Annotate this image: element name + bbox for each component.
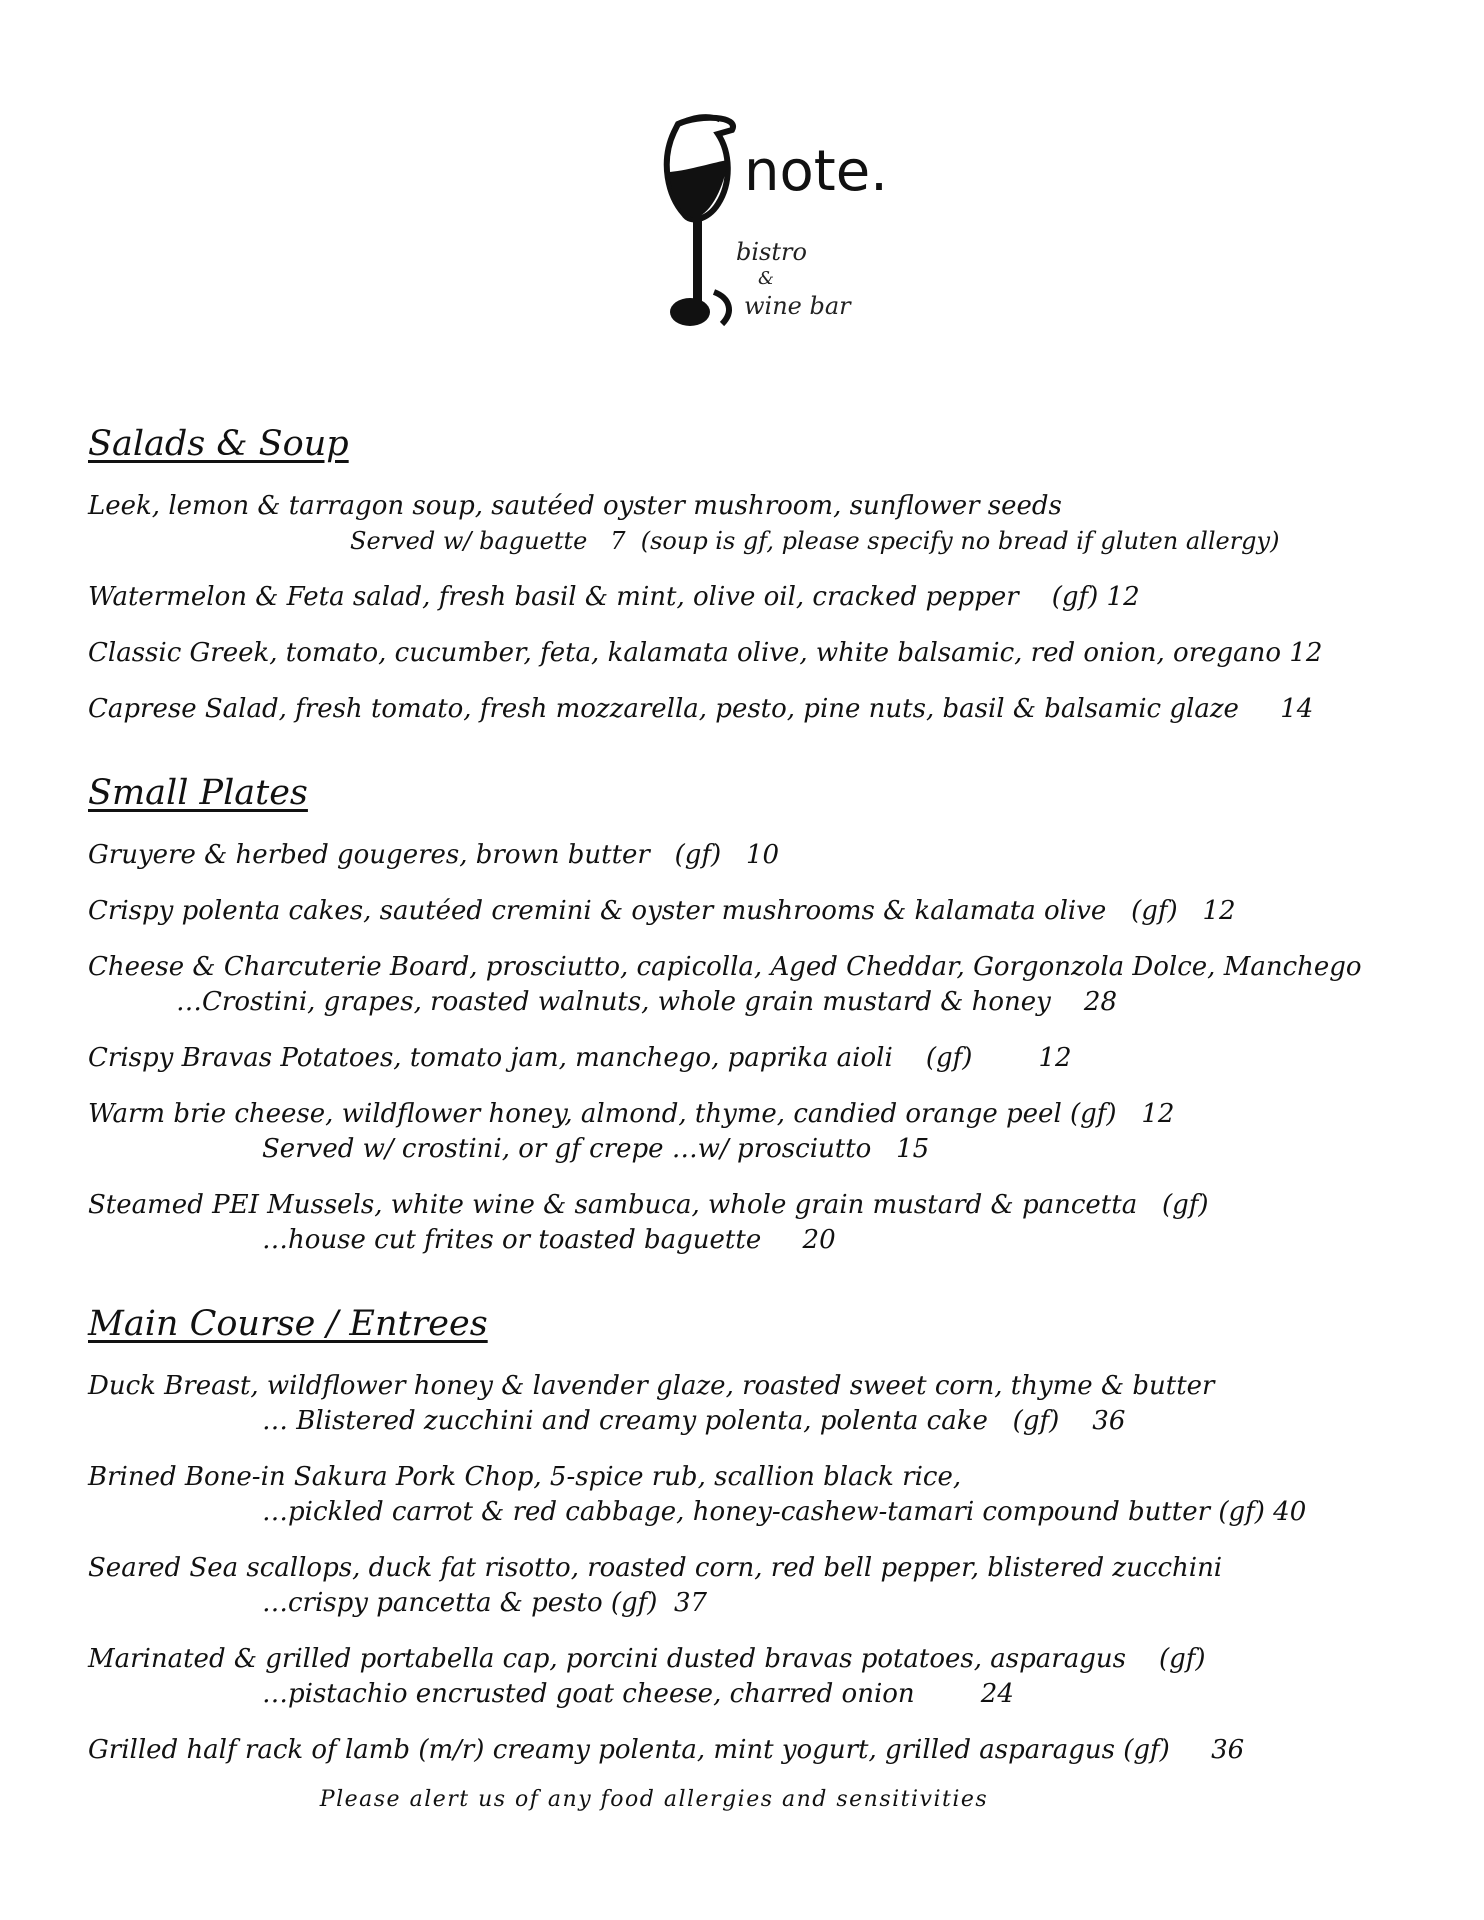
menu-item-line: Warm brie cheese, wildflower honey, almond, thyme, candied orange peel (gf) 12 (88, 1099, 1175, 1129)
menu-item (88, 838, 1428, 873)
menu-item (88, 1041, 1428, 1076)
logo-wordmark: note. (744, 139, 888, 204)
note-flag (714, 292, 729, 324)
menu-item (88, 1369, 1428, 1439)
menu-item (88, 894, 1428, 929)
menu-item-detail: …Crostini, grapes, roasted walnuts, whole grain mustard & honey 28 (176, 987, 1118, 1017)
menu-item (88, 950, 1428, 1020)
menu-item (88, 1733, 1428, 1768)
restaurant-logo (660, 112, 920, 340)
menu-item-line: Brined Bone-in Sakura Pork Chop, 5-spice rub, scallion black rice, (88, 1462, 962, 1492)
section-title-mains: Main Course / Entrees (88, 1304, 488, 1344)
menu-item (88, 1097, 1428, 1167)
menu-item-line: Duck Breast, wildflower honey & lavender glaze, roasted sweet corn, thyme & butter (88, 1371, 1215, 1401)
menu-item (88, 489, 1428, 559)
menu-item-detail: …crispy pancetta & pesto (gf) 37 (262, 1588, 708, 1618)
menu-item-detail: Served w/ crostini, or gf crepe …w/ prosciutto 15 (262, 1134, 930, 1164)
menu-item (88, 636, 1428, 671)
allergy-notice: Please alert us of any food allergies and sensitivities (319, 1787, 989, 1812)
menu-item-detail: …house cut frites or toasted baguette 20 (262, 1225, 836, 1255)
menu-item-detail: …pistachio encrusted goat cheese, charred onion 24 (262, 1679, 1014, 1709)
menu-item-detail: … Blistered zucchini and creamy polenta, polenta cake (gf) 36 (262, 1406, 1126, 1436)
menu-item-line: Caprese Salad, fresh tomato, fresh mozzarella, pesto, pine nuts, basil & balsamic glaze 14 (88, 694, 1314, 724)
menu-item-line: Classic Greek, tomato, cucumber, feta, kalamata olive, white balsamic, red onion, oregano 12 (88, 638, 1323, 668)
menu-item-line: Steamed PEI Mussels, white wine & sambuca, whole grain mustard & pancetta (gf) (88, 1190, 1209, 1220)
logo-tagline-bistro: bistro (736, 238, 807, 266)
menu-item-line: Seared Sea scallops, duck fat risotto, roasted corn, red bell pepper, blistered zucchini (88, 1553, 1223, 1583)
section-title-salads: Salads & Soup (88, 424, 349, 464)
section-title-small-plates: Small Plates (88, 773, 308, 813)
note-head (670, 298, 710, 326)
menu-item (88, 692, 1428, 727)
menu-content (88, 420, 1428, 1768)
menu-item-detail: …pickled carrot & red cabbage, honey-cashew-tamari compound butter (gf) 40 (262, 1497, 1307, 1527)
menu-item-line: Watermelon & Feta salad, fresh basil & mint, olive oil, cracked pepper (gf) 12 (88, 582, 1140, 612)
menu-item-line: Marinated & grilled portabella cap, porcini dusted bravas potatoes, asparagus (gf) (88, 1644, 1206, 1674)
menu-item (88, 1642, 1428, 1712)
menu-item-line: Gruyere & herbed gougeres, brown butter (gf) 10 (88, 840, 780, 870)
menu-item-line: Cheese & Charcuterie Board, prosciutto, capicolla, Aged Cheddar, Gorgonzola Dolce, Manchego (88, 952, 1362, 982)
menu-item (88, 1188, 1428, 1258)
menu-item-line: Crispy Bravas Potatoes, tomato jam, manchego, paprika aioli (gf) 12 (88, 1043, 1072, 1073)
menu-item (88, 580, 1428, 615)
menu-item-line: Crispy polenta cakes, sautéed cremini & oyster mushrooms & kalamata olive (gf) 12 (88, 896, 1236, 926)
logo-tagline-wine-bar: wine bar (744, 292, 851, 320)
menu-item (88, 1460, 1428, 1530)
menu-item-line: Leek, lemon & tarragon soup, sautéed oyster mushroom, sunflower seeds (88, 491, 1062, 521)
wine-glass-note-logo (660, 112, 920, 340)
menu-item (88, 1551, 1428, 1621)
menu-item-line: Grilled half rack of lamb (m/r) creamy polenta, mint yogurt, grilled asparagus (gf) 36 (88, 1735, 1245, 1765)
menu-item-detail: Served w/ baguette 7 (soup is gf, please specify no bread if gluten allergy) (350, 527, 1280, 555)
wine-glass-stem (693, 216, 702, 308)
logo-tagline-ampersand: & (758, 268, 775, 289)
